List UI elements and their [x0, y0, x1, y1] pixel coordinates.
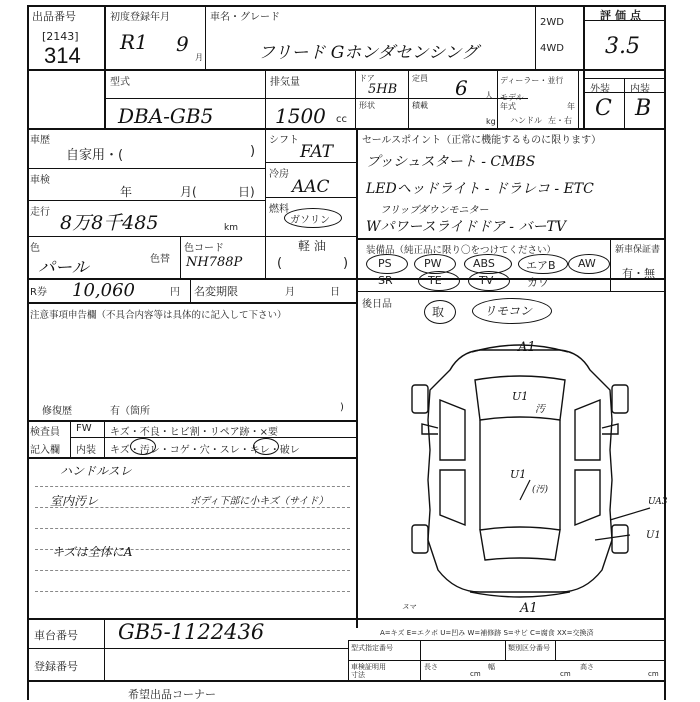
- expiry-month: 月: [285, 287, 295, 298]
- ruled-line: [35, 570, 350, 571]
- displacement-value: 1500: [275, 104, 326, 128]
- equip-circle-ps: [366, 254, 408, 274]
- row-line: [27, 168, 265, 169]
- damage-tiny: スマ: [402, 603, 416, 611]
- chassis-value: GB5-1122436: [118, 620, 265, 644]
- exterior-value: C: [595, 96, 612, 121]
- col-line: [70, 420, 71, 457]
- history-close: ): [250, 144, 256, 159]
- history-label: 車歴: [30, 135, 50, 146]
- ruled-line: [35, 591, 350, 592]
- row-line: [27, 69, 665, 71]
- equipment-label: 装備品（純正品に限り〇をつけてください）: [366, 245, 557, 256]
- interior-label: 内装: [630, 84, 650, 95]
- rear-seat-value2: リモコン: [484, 304, 533, 318]
- capacity-value: 6: [455, 76, 468, 100]
- inspector-label2: 記入欄: [30, 445, 60, 456]
- ruled-line: [35, 486, 350, 487]
- ruled-line: [35, 528, 350, 529]
- row-line: [27, 200, 265, 201]
- equip-circle-tv: [468, 271, 510, 291]
- first-reg-label: 初度登録年月: [110, 12, 170, 23]
- col-line: [205, 5, 206, 69]
- first-reg-month-unit: 月: [195, 53, 203, 62]
- selling-point-1: プッシュスタート - CMBS: [366, 154, 536, 170]
- cert-unit-2: cm: [560, 670, 571, 678]
- inspector-row1-label: FW: [76, 423, 92, 434]
- listing-code: [2143]: [42, 30, 79, 43]
- color-code-label: 色コード: [184, 243, 224, 254]
- history-value: 自家用・(: [66, 148, 124, 163]
- chassis-label: 車台番号: [34, 629, 78, 642]
- shift-label: シフト: [269, 135, 299, 146]
- row-line: [356, 291, 664, 292]
- notes-label: 注意事項申告欄（不具合内容等は具体的に記入して下さい）: [30, 310, 287, 321]
- equip-kawa: カワ: [527, 276, 549, 289]
- r-ticket-value: 10,060: [72, 280, 135, 301]
- damage-misc: 汚: [535, 404, 545, 415]
- repair-label: 修復歴: [42, 406, 72, 417]
- model-year-unit: 年: [567, 102, 575, 111]
- listing-label: 出品番号: [32, 10, 76, 23]
- inspector-circle: [130, 438, 156, 455]
- first-reg-year: R1: [120, 30, 148, 54]
- equip-circle-aw: [568, 254, 610, 274]
- warranty-options: 有・無: [622, 267, 655, 280]
- col-line: [420, 640, 421, 680]
- row-line: [27, 128, 665, 130]
- remark-line3: ボディ下部に小キズ（サイド）: [190, 496, 329, 507]
- capacity-label: 定員: [412, 74, 428, 83]
- damage-side-right: UA3: [648, 497, 668, 507]
- row-line: [265, 197, 356, 198]
- row-line: [356, 238, 664, 240]
- inspection-label: 車検: [30, 175, 50, 186]
- selling-points-label: セールスポイント（正常に機能するものに限ります）: [362, 135, 602, 146]
- damage-roof-note: (汚): [532, 485, 549, 495]
- row-line: [27, 648, 349, 649]
- color-code-value: NH788P: [186, 255, 243, 270]
- remark-line1: ハンドルスレ: [60, 464, 132, 478]
- damage-legend: A=キズ E=エクボ U=凹み W=補修跡 S=サビ C=腐食 XX=交換済: [380, 629, 594, 637]
- remark-line4: キズは全体にA: [52, 545, 133, 559]
- col-line: [497, 69, 498, 128]
- doors-value: 5HB: [368, 82, 398, 97]
- inspection-month: 月(: [180, 185, 197, 199]
- frame-right: [664, 5, 666, 700]
- drive-4wd: 4WD: [540, 43, 564, 54]
- col-line: [265, 69, 266, 128]
- col-line: [180, 236, 181, 278]
- mileage-unit: km: [224, 223, 238, 233]
- exterior-label: 外装: [590, 84, 610, 95]
- selling-point-extra: フリップダウンモニター: [380, 205, 489, 216]
- col-line: [578, 69, 579, 128]
- equip-circle-airbag: [518, 254, 568, 274]
- drive-2wd: 2WD: [540, 17, 564, 28]
- equip-aw: AW: [578, 257, 596, 270]
- aircon-value: AAC: [292, 177, 330, 197]
- color-label: 色: [30, 243, 40, 254]
- inspector-row2-label: 内装: [76, 445, 96, 456]
- inspection-day: 日): [238, 185, 255, 199]
- model-year-label1: モデル: [500, 93, 524, 102]
- inspection-year: 年: [120, 185, 133, 199]
- mileage-value: 8万8千485: [60, 212, 159, 234]
- first-reg-month: 9: [176, 32, 189, 56]
- col-line: [505, 640, 506, 660]
- row-line: [265, 162, 356, 163]
- footer-label: 希望出品コーナー: [128, 688, 216, 701]
- model-year-label2: 年式: [500, 102, 516, 111]
- equip-abs: ABS: [473, 257, 495, 270]
- score-value: 3.5: [605, 34, 640, 59]
- damage-rear: A1: [520, 601, 538, 616]
- row-line: [27, 680, 665, 682]
- warranty-label: 新車保証書: [615, 245, 661, 255]
- interior-value: B: [635, 96, 652, 121]
- loading-label: 積載: [412, 101, 428, 110]
- listing-number: 314: [44, 43, 81, 68]
- equip-pw: PW: [424, 257, 442, 270]
- capacity-unit: 人: [485, 91, 493, 100]
- equip-sr: SR: [378, 274, 393, 287]
- repair-value: 有（箇所: [110, 406, 150, 417]
- displacement-label: 排気量: [270, 77, 300, 88]
- equip-te: TE: [428, 274, 442, 287]
- equip-airbag: エアB: [526, 259, 556, 272]
- rear-seat-value1: 取: [432, 305, 445, 319]
- cert-unit-3: cm: [648, 670, 659, 678]
- col-line: [555, 640, 556, 660]
- model-designation-label1: 型式指定番号: [351, 644, 393, 652]
- color-value: パール: [38, 258, 89, 278]
- repair-close: ): [340, 402, 344, 413]
- registration-label: 登録番号: [34, 660, 78, 673]
- col-line: [104, 420, 105, 457]
- shape-label: 形状: [359, 101, 375, 110]
- damage-hood: U1: [512, 390, 529, 403]
- inspector-row2-items: キズ・汚レ・コゲ・穴・スレ・キレ・破レ: [110, 445, 300, 456]
- col-line: [355, 69, 356, 128]
- model-designation-label2: 類別区分番号: [508, 644, 550, 652]
- row-line: [348, 660, 665, 661]
- col-line: [104, 618, 105, 680]
- mileage-label: 走行: [30, 207, 50, 218]
- aircon-label: 冷房: [269, 169, 289, 180]
- r-ticket-label: R券: [30, 287, 47, 298]
- col-line: [535, 5, 536, 69]
- row-line: [27, 420, 356, 422]
- loading-unit: kg: [486, 117, 496, 126]
- row-line: [27, 457, 356, 459]
- fuel-label: 燃料: [269, 204, 289, 215]
- inspector-row1-items: キズ・不良・ヒビ割・リペア跡・×要: [110, 427, 278, 438]
- fuel-alt: 軽 油: [298, 239, 326, 253]
- score-label: 評価点: [600, 9, 645, 22]
- frame-top: [27, 5, 665, 7]
- col-line: [624, 78, 625, 128]
- model-label: 型式: [110, 77, 130, 88]
- selling-point-2: LEDヘッドライト - ドラレコ - ETC: [366, 181, 594, 197]
- frame-left: [27, 5, 29, 700]
- col-line: [408, 69, 409, 128]
- damage-roof: U1: [510, 468, 527, 481]
- row-line: [27, 302, 356, 304]
- model-value: DBA-GB5: [118, 104, 214, 128]
- equip-tv: TV: [479, 274, 494, 287]
- fuel-paren-open: (: [277, 256, 283, 271]
- col-line: [104, 5, 106, 128]
- cert-length: 長さ: [424, 663, 438, 671]
- inspector-label1: 検査員: [30, 427, 60, 438]
- fuel-value: ガソリン: [290, 215, 330, 226]
- damage-side-low: U1: [646, 530, 661, 541]
- col-line: [190, 278, 191, 302]
- cert-height: 高さ: [580, 663, 594, 671]
- col-line: [265, 128, 266, 278]
- cert-width: 幅: [488, 663, 495, 671]
- equip-ps: PS: [378, 257, 392, 270]
- selling-point-3: Wパワースライドドア - バーTV: [366, 219, 566, 235]
- displacement-unit: cc: [336, 114, 347, 125]
- dealer-label: ディーラー・並行: [500, 76, 564, 85]
- cert-label2: 寸法: [351, 671, 365, 679]
- car-name-value: フリード Gホンダセンシング: [258, 43, 479, 63]
- handle-label: ハンドル: [510, 116, 542, 125]
- r-ticket-unit: 円: [170, 287, 180, 298]
- col-line: [610, 238, 611, 291]
- equip-circle-te: [418, 271, 460, 291]
- col-line: [583, 5, 585, 128]
- cert-unit-1: cm: [470, 670, 481, 678]
- expiry-day: 日: [330, 287, 340, 298]
- col-line: [356, 128, 358, 628]
- car-name-label: 車名・グレード: [210, 12, 280, 23]
- remark-line2: 室内汚レ: [50, 494, 99, 508]
- row-line: [348, 640, 665, 641]
- fuel-paren-close: ): [343, 256, 349, 271]
- expiry-label: 名変期限: [194, 285, 238, 298]
- handle-options: 左・右: [548, 116, 572, 125]
- cert-label1: 車検証明用: [351, 663, 386, 671]
- damage-front: A1: [518, 340, 536, 355]
- shift-value: FAT: [300, 142, 334, 162]
- inspector-circle: [253, 438, 279, 455]
- doors-label: ドア: [359, 74, 375, 83]
- rear-seat-label: 後日品: [362, 299, 392, 310]
- color-change-label: 色替: [150, 254, 170, 265]
